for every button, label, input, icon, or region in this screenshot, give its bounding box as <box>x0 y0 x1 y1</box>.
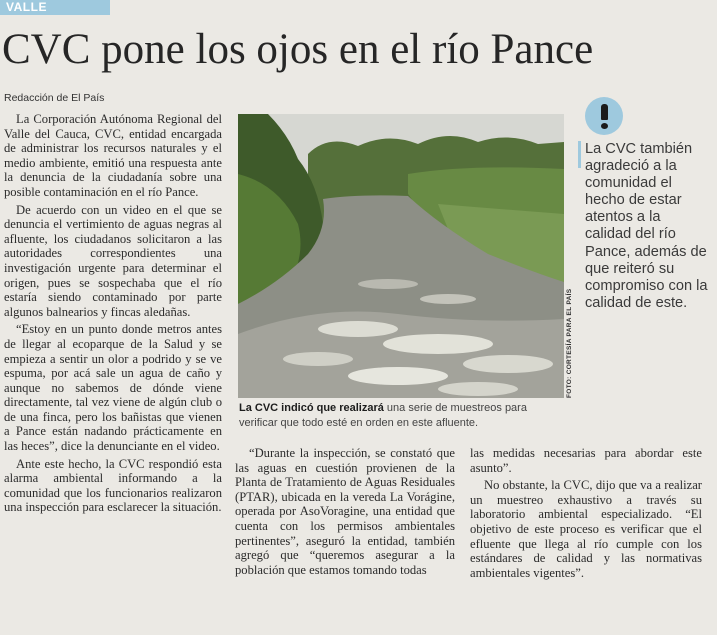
article-column-3 <box>470 446 702 583</box>
article-column-2 <box>235 446 455 577</box>
paragraph: No obstante, la CVC, dijo que va a realizar un muestreo exhaustivo a través su laboratorio ambiental especializado. “El objetivo de este proceso es verificar que el efluente que llega al río cumple con los estándares de calidad y las normativas ambientales vigentes”. <box>470 478 702 580</box>
exclamation-stroke <box>601 104 608 120</box>
byline: Redacción de El País <box>4 92 105 104</box>
paragraph: La Corporación Autónoma Regional del Valle del Cauca, CVC, entidad encargada de administrar los recursos naturales y el medio ambiente, emitió una respuesta ante la denuncia de la ciudadanía sobre una posible contaminación en el río Pance. <box>4 112 222 199</box>
exclamation-icon <box>585 97 623 135</box>
sidebar-note: La CVC también agradeció a la comunidad el hecho de estar atentos a la calidad del río Pance, además de que reiteró su compromiso con la calidad de este. <box>585 141 708 311</box>
caption-lead: La CVC indicó que realizará <box>239 402 384 414</box>
section-tag: VALLE <box>0 0 110 15</box>
headline: CVC pone los ojos en el río Pance <box>2 26 594 73</box>
paragraph: “Estoy en un punto donde metros antes de llegar al ecoparque de la Salud y se empieza a sentir un olor a podrido y se ve espuma, por acá sale un agua de caño y aunque no sabemos de dónde viene directamente, tal vez viene de algún club o de una finca, pero los bañistas que vienen a Pance están nadando prácticamente en las heces”, dice la denunciante en el video. <box>4 322 222 454</box>
paragraph-continuation: las medidas necesarias para abordar este asunto”. <box>470 446 702 475</box>
exclamation-dot <box>601 123 608 129</box>
photo-caption <box>239 401 559 431</box>
river-photo <box>238 114 564 398</box>
paragraph: “Durante la inspección, se constató que las aguas en cuestión provienen de la Planta de Tratamiento de Aguas Residuales (PTAR), ubicada en la vereda La Vorágine, operada por AsoVoragine, una entidad que cuenta con los permisos ambientales pertinentes”, aseguró la entidad, también agregó que “queremos asegurar a la población que estamos tomando todas <box>235 446 455 577</box>
caption-text: una serie de muestreos para verificar que todo esté en orden en este afluente. <box>239 402 527 429</box>
photo-credit: FOTO: CORTESÍA PARA EL PAÍS <box>566 288 573 398</box>
paragraph: Ante este hecho, la CVC respondió esta alarma ambiental informando a la comunidad que los funcionarios realizaron una inspección para esclarecer la situación. <box>4 456 222 515</box>
article-column-1 <box>4 112 222 518</box>
river-illustration <box>238 114 564 398</box>
sidebar-accent-bar <box>578 141 581 168</box>
paragraph: De acuerdo con un video en el que se denuncia el vertimiento de aguas negras al afluente, los ciudadanos solicitaron a las autoridades correspondientes una investigación urgente para determinar el origen, pues se sospechaba que el río estaría siendo contaminado por parte algunos balnearios y fincas aledañas. <box>4 202 222 319</box>
